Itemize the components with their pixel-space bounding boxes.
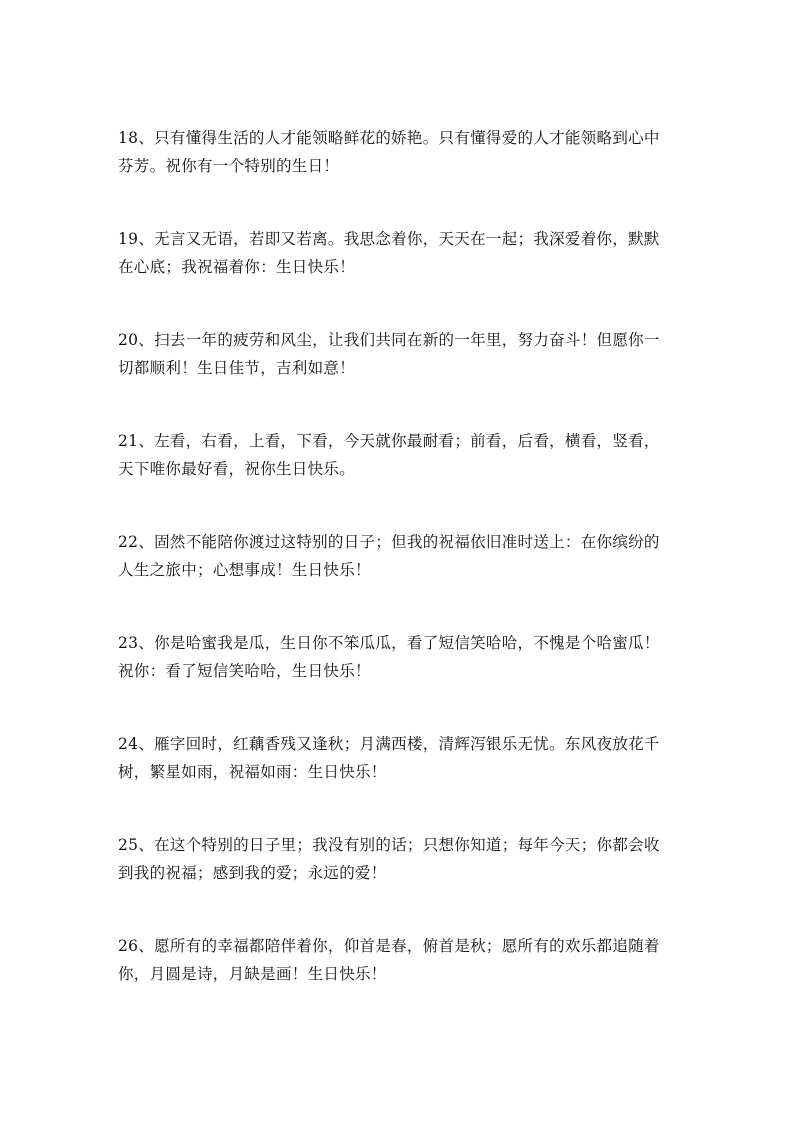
paragraph-22: 22、固然不能陪你渡过这特别的日子；但我的祝福依旧准时送上：在你缤纷的人生之旅中；心想事成！生日快乐！ (118, 533, 660, 579)
paragraph-19: 19、无言又无语，若即又若离。我思念着你，天天在一起；我深爱着你，默默在心底；我祝福着你：生日快乐！ (118, 230, 660, 276)
paragraph-21: 21、左看，右看，上看，下看，今天就你最耐看；前看，后看，横看，竖看，天下唯你最好看，祝你生日快乐。 (118, 432, 660, 478)
paragraph-23: 23、你是哈蜜我是瓜，生日你不笨瓜瓜，看了短信笑哈哈，不愧是个哈蜜瓜！祝你：看了短信笑哈哈，生日快乐！ (118, 634, 660, 680)
paragraph-20: 20、扫去一年的疲劳和风尘，让我们共同在新的一年里，努力奋斗！但愿你一切都顺利！生日佳节，吉利如意！ (118, 331, 660, 377)
document-body (118, 124, 668, 1033)
paragraph-26: 26、愿所有的幸福都陪伴着你，仰首是春，俯首是秋；愿所有的欢乐都追随着你，月圆是诗，月缺是画！生日快乐！ (118, 937, 660, 983)
paragraph-25: 25、在这个特别的日子里；我没有别的话；只想你知道；每年今天；你都会收到我的祝福；感到我的爱；永远的爱！ (118, 836, 660, 882)
paragraph-24: 24、雁字回时，红藕香残又逢秋；月满西楼，清辉泻银乐无忧。东风夜放花千树，繁星如雨，祝福如雨：生日快乐！ (118, 735, 660, 781)
paragraph-18: 18、只有懂得生活的人才能领略鲜花的娇艳。只有懂得爱的人才能领略到心中芬芳。祝你有一个特别的生日！ (118, 129, 660, 175)
